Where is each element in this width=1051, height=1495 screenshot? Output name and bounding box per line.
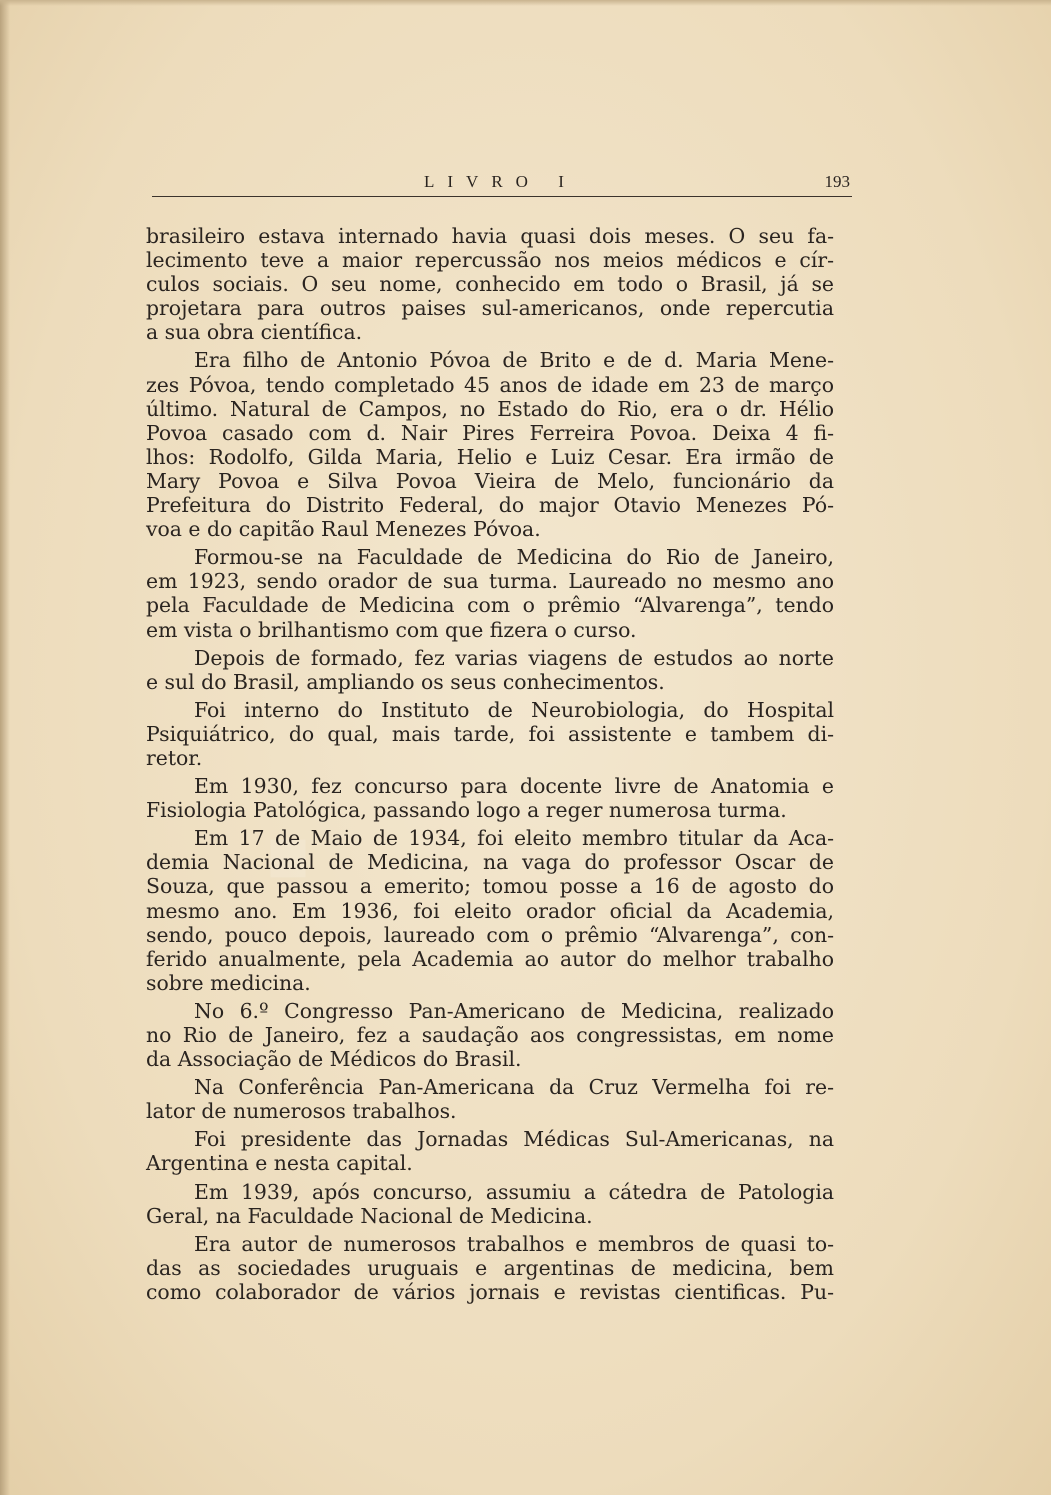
- text-line: lator de numerosos trabalhos.: [146, 1099, 457, 1124]
- text-line: culos sociais. O seu nome, conhecido em todo o Brasil, já se: [146, 272, 834, 297]
- text-line: como colaborador de vários jornais e revistas cientificas. Pu-: [146, 1279, 834, 1304]
- text-line: Povoa casado com d. Nair Pires Ferreira Povoa. Deixa 4 fi-: [146, 420, 834, 445]
- text-line: demia Nacional de Medicina, na vaga do professor Oscar de: [146, 850, 834, 875]
- paragraph: [146, 999, 834, 1071]
- text-line: Geral, na Faculdade Nacional de Medicina.: [146, 1203, 593, 1228]
- text-line: retor.: [146, 745, 203, 770]
- paragraph: [146, 1232, 834, 1304]
- text-line: brasileiro estava internado havia quasi dois meses. O seu fa-: [146, 224, 834, 248]
- page-number: 193: [824, 172, 850, 191]
- text-line: das as sociedades uruguais e argentinas de medicina, bem: [146, 1255, 834, 1280]
- page-top-edge: [0, 0, 1051, 6]
- text-line: Foi presidente das Jornadas Médicas Sul-Americanas, na: [194, 1127, 834, 1152]
- text-line: lecimento teve a maior repercussão nos meios médicos e cír-: [146, 248, 834, 273]
- text-line: Argentina e nesta capital.: [146, 1151, 413, 1176]
- text-line: zes Póvoa, tendo completado 45 anos de idade em 23 de março: [146, 372, 834, 397]
- text-line: Fisiologia Patológica, passando logo a reger numerosa turma.: [146, 798, 787, 823]
- text-line: último. Natural de Campos, no Estado do Rio, era o dr. Hélio: [146, 396, 834, 421]
- text-line: mesmo ano. Em 1936, foi eleito orador oficial da Academia,: [146, 898, 834, 923]
- text-line: Em 1939, após concurso, assumiu a cátedra de Patologia: [194, 1179, 834, 1204]
- text-line: lhos: Rodolfo, Gilda Maria, Helio e Luiz Cesar. Era irmão de: [146, 444, 834, 469]
- text-line: Era autor de numerosos trabalhos e membros de quasi to-: [194, 1231, 834, 1256]
- text-line: Era filho de Antonio Póvoa de Brito e de d. Maria Mene-: [194, 348, 834, 373]
- text-line: em vista o brilhantismo com que fizera o curso.: [146, 617, 637, 642]
- paragraph: [146, 774, 834, 822]
- paragraph: [146, 545, 834, 641]
- text-line: ferido anualmente, pela Academia ao autor do melhor trabalho: [146, 946, 834, 971]
- page-edge-shadow: [0, 0, 10, 1495]
- text-line: e sul do Brasil, ampliando os seus conhecimentos.: [146, 669, 665, 694]
- text-line: Formou-se na Faculdade de Medicina do Rio de Janeiro,: [194, 545, 834, 570]
- paragraph: [146, 348, 834, 541]
- text-line: pela Faculdade de Medicina com o prêmio “Alvarenga”, tendo: [146, 593, 834, 618]
- paragraph: [146, 646, 834, 694]
- text-line: Em 17 de Maio de 1934, foi eleito membro titular da Aca-: [194, 826, 834, 851]
- text-line: a sua obra científica.: [146, 320, 363, 345]
- text-line: sendo, pouco depois, laureado com o prêmio “Alvarenga”, con-: [146, 922, 834, 947]
- text-line: Depois de formado, fez varias viagens de estudos ao norte: [194, 645, 834, 670]
- paragraph: [146, 1127, 834, 1175]
- text-line: Psiquiátrico, do qual, mais tarde, foi assistente e tambem di-: [146, 721, 834, 746]
- text-line: Souza, que passou a emerito; tomou posse a 16 de agosto do: [146, 874, 834, 899]
- body-text: [146, 224, 834, 1308]
- paragraph: [146, 698, 834, 770]
- text-line: Em 1930, fez concurso para docente livre de Anatomia e: [194, 774, 834, 799]
- text-line: em 1923, sendo orador de sua turma. Laureado no mesmo ano: [146, 569, 834, 594]
- text-line: voa e do capitão Raul Menezes Póvoa.: [146, 517, 541, 542]
- text-line: Prefeitura do Distrito Federal, do major Otavio Menezes Pó-: [146, 493, 834, 518]
- faint-watermark: ·: [250, 743, 330, 976]
- paragraph: [146, 1180, 834, 1228]
- text-line: no Rio de Janeiro, fez a saudação aos congressistas, em nome: [146, 1023, 834, 1047]
- text-line: sobre medicina.: [146, 970, 311, 995]
- text-line: No 6.º Congresso Pan-Americano de Medicina, realizado: [194, 998, 834, 1023]
- paragraph: [146, 224, 834, 344]
- running-head: [152, 170, 852, 197]
- paragraph: [146, 826, 834, 995]
- text-line: Foi interno do Instituto de Neurobiologia, do Hospital: [194, 697, 834, 722]
- text-line: projetara para outros paises sul-americanos, onde repercutia: [146, 296, 834, 321]
- text-line: da Associação de Médicos do Brasil.: [146, 1047, 522, 1072]
- running-title: LIVRO I: [424, 172, 577, 191]
- text-line: Mary Povoa e Silva Povoa Vieira de Melo, funcionário da: [146, 468, 834, 493]
- paragraph: [146, 1075, 834, 1123]
- text-line: Na Conferência Pan-Americana da Cruz Vermelha foi re-: [194, 1075, 834, 1100]
